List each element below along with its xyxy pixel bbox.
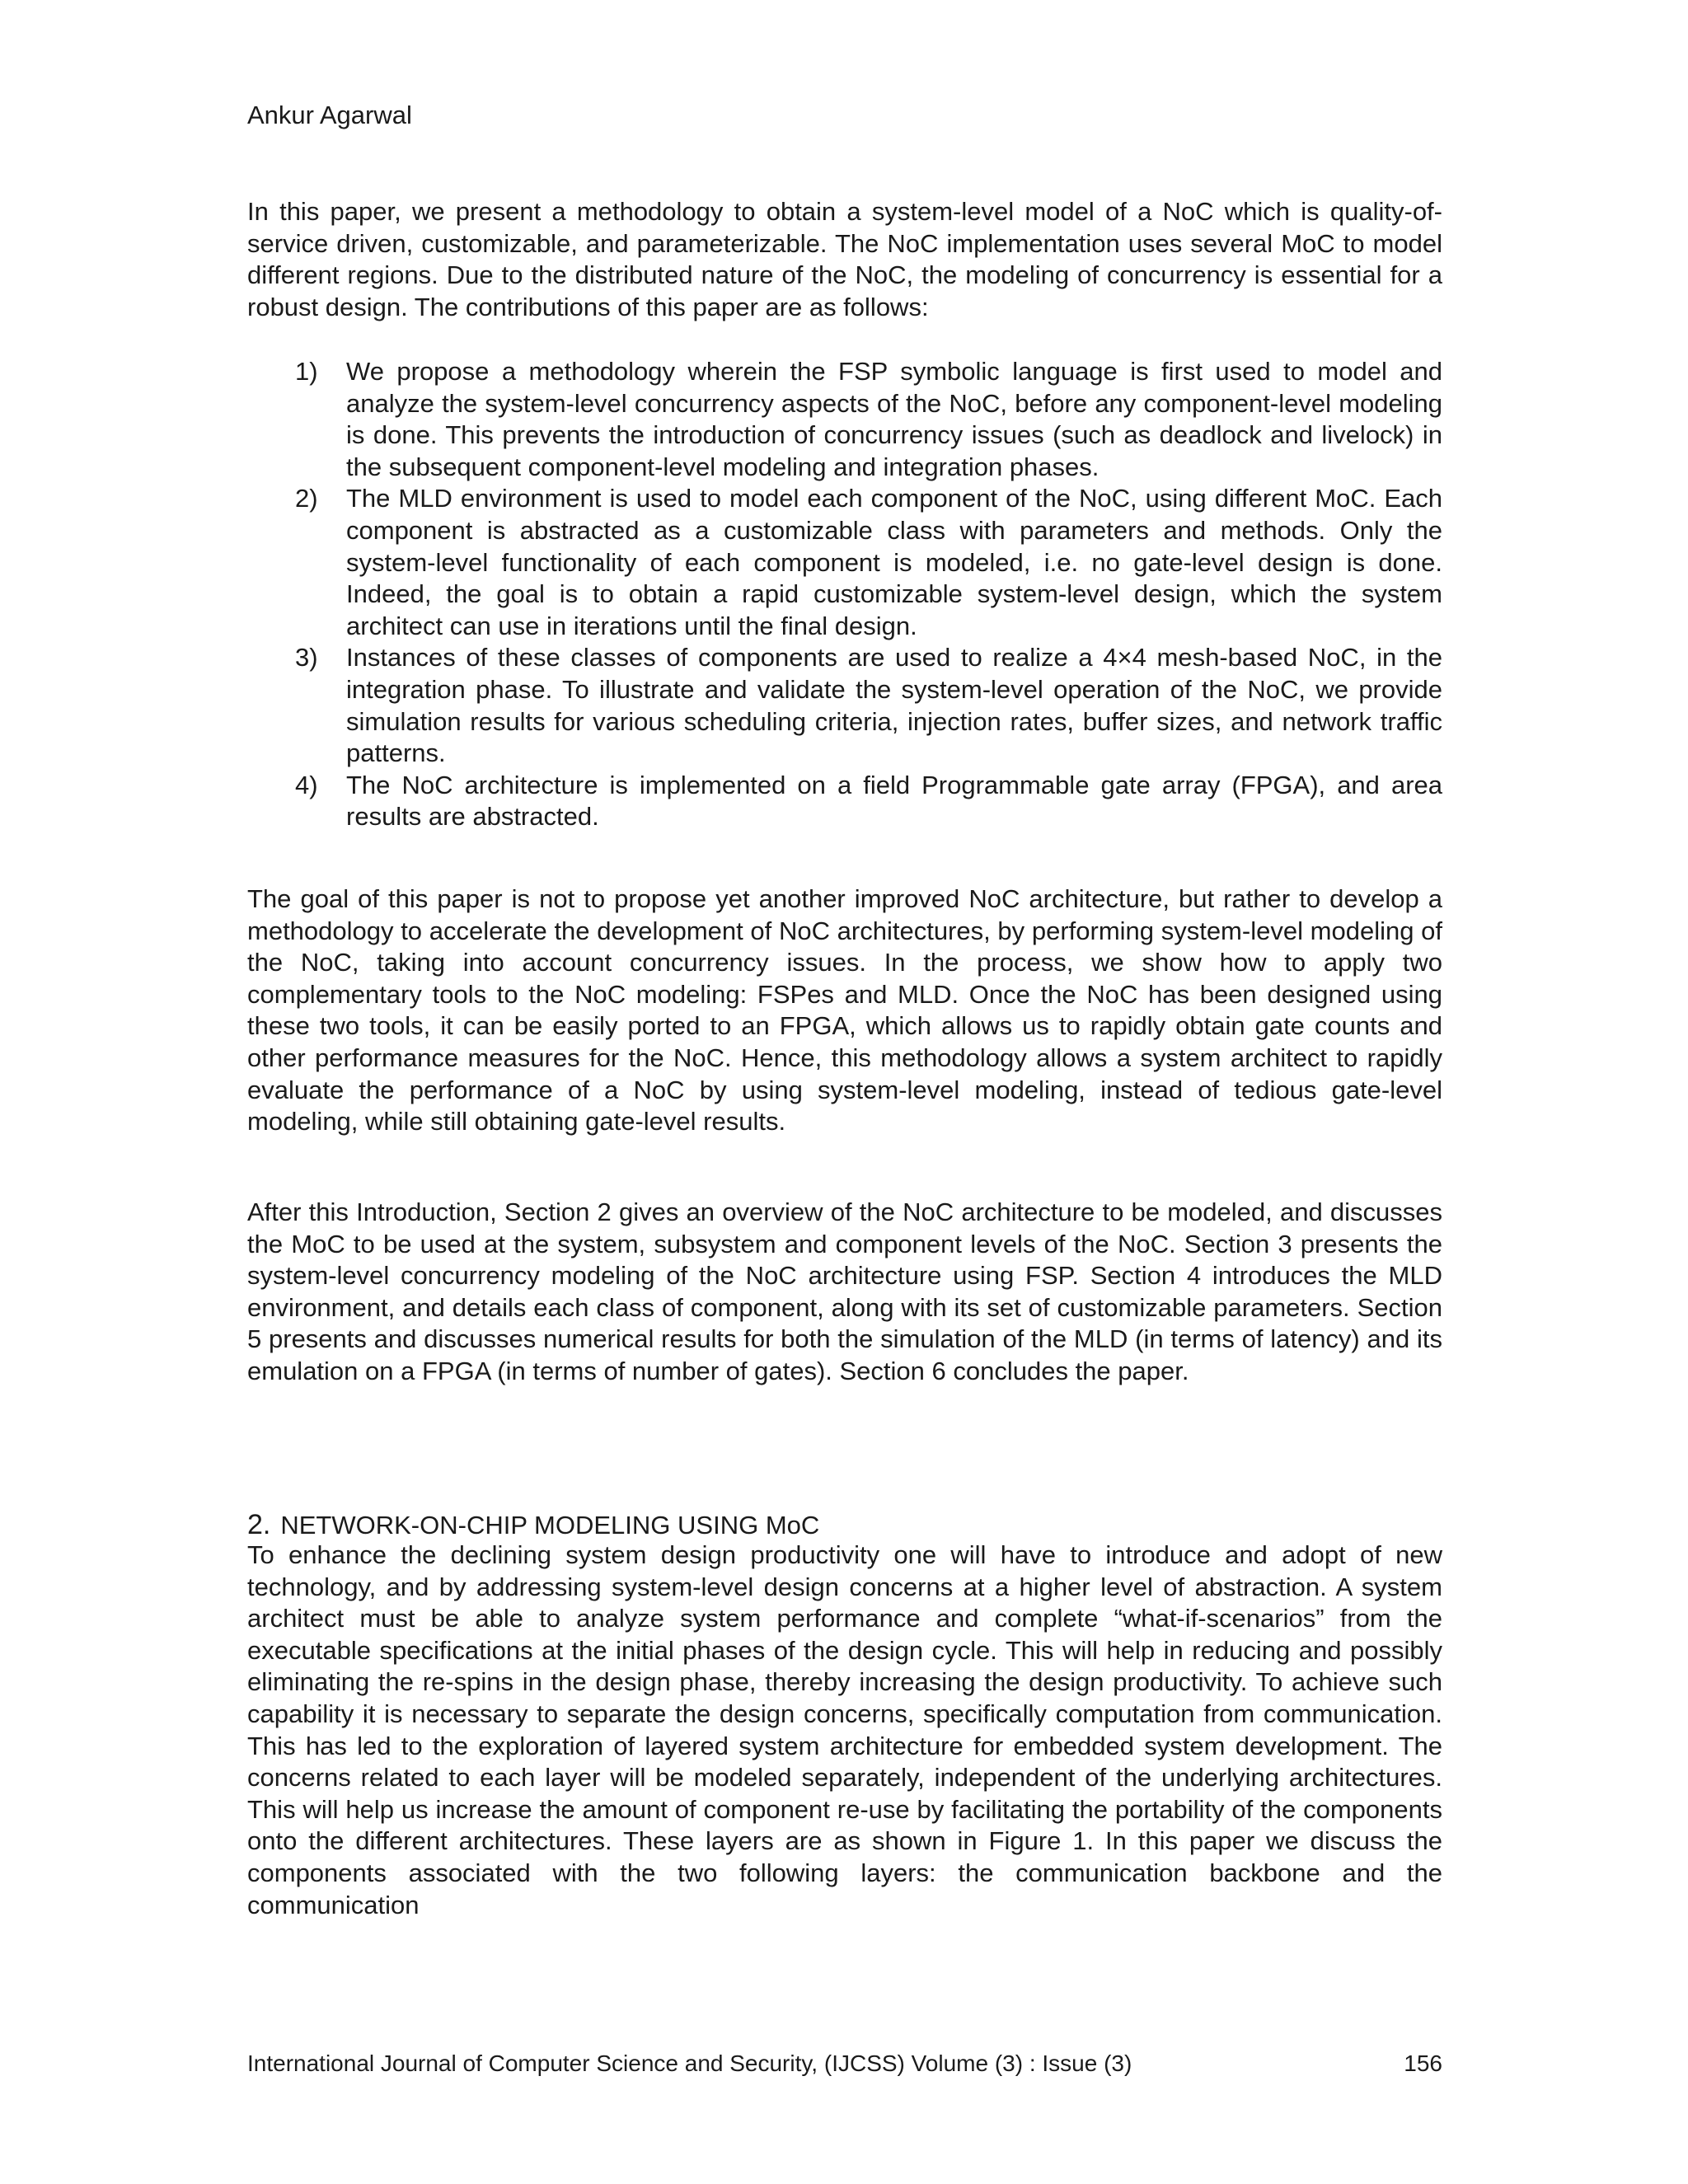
intro-paragraph: In this paper, we present a methodology to obtain a system-level model of a NoC which is quality-of-service driven, customizable, and parameterizable. The NoC implementation uses several MoC to model different regions. Due to the distributed nature of the NoC, the modeling of concurrency is essential for a robust design. The contributions of this paper are as follows: [247, 197, 1442, 321]
section-title: NETWORK-ON-CHIP MODELING USING MoC [280, 1511, 820, 1540]
outline-paragraph: After this Introduction, Section 2 gives an overview of the NoC architecture to be modeled, and discusses the MoC to be used at the system, subsystem and component levels of the NoC. Section 3 presents the system-level concurrency modeling of the NoC architecture using FSP. Section 4 introduces the MLD environment, and details each class of component, along with its set of customizable parameters. Section 5 presents and discusses numerical results for both the simulation of the MLD (in terms of latency) and its emulation on a FPGA (in terms of number of gates). Section 6 concludes the paper. [247, 1197, 1442, 1385]
section-heading [247, 1508, 819, 1542]
section-number: 2. [247, 1509, 271, 1540]
page-footer [247, 2049, 1442, 2079]
contribution-text: We propose a methodology wherein the FSP symbolic language is first used to model and analyze the system-level concurrency aspects of the NoC, before any component-level modeling is done. This prevents the introduction of concurrency issues (such as deadlock and livelock) in the subsequent component-level modeling and integration phases. [346, 357, 1442, 481]
paper-page [247, 0, 1442, 2184]
running-header-author: Ankur Agarwal [247, 101, 412, 129]
footer-page-number: 156 [1404, 2050, 1442, 2076]
contribution-number: 3) [295, 643, 318, 673]
section-paragraph: To enhance the declining system design productivity one will have to introduce and adopt of new technology, and by addressing system-level design concerns at a higher level of abstraction. A system architect must be able to analyze system performance and complete “what-if-scenarios” from the executable specifications at the initial phases of the design cycle. This will help in reducing and possibly eliminating the re-spins in the design phase, thereby increasing the design productivity. To achieve such capability it is necessary to separate the design concerns, specifically computation from communication. This has led to the exploration of layered system architecture for embedded system development. The concerns related to each layer will be modeled separately, independent of the underlying architectures. This will help us increase the amount of component re-use by facilitating the portability of the components onto the different architectures. These layers are as shown in Figure 1. In this paper we discuss the components associated with the two following layers: the communication backbone and the communication [247, 1540, 1442, 1919]
contribution-item [295, 356, 1442, 483]
contribution-text: The MLD environment is used to model each component of the NoC, using different MoC. Each component is abstracted as a customizable class with parameters and methods. Only the system-level functionality of each component is modeled, i.e. no gate-level design is done. Indeed, the goal is to obtain a rapid customizable system-level design, which the system architect can use in iterations until the final design. [346, 484, 1442, 640]
contribution-text: The NoC architecture is implemented on a field Programmable gate array (FPGA), and area results are abstracted. [346, 770, 1442, 832]
footer-journal: International Journal of Computer Science and Security, (IJCSS) Volume (3) : Issue (3) [247, 2050, 1132, 2076]
contributions-list [295, 356, 1442, 833]
contribution-item [295, 770, 1442, 833]
goal-paragraph: The goal of this paper is not to propose yet another improved NoC architecture, but rather to develop a methodology to accelerate the development of NoC architectures, by performing system-level modeling of the NoC, taking into account concurrency issues. In the process, we show how to apply two complementary tools to the NoC modeling: FSPes and MLD. Once the NoC has been designed using these two tools, it can be easily ported to an FPGA, which allows us to rapidly obtain gate counts and other performance measures for the NoC. Hence, this methodology allows a system architect to rapidly evaluate the performance of a NoC by using system-level modeling, instead of tedious gate-level modeling, while still obtaining gate-level results. [247, 884, 1442, 1137]
contribution-text: Instances of these classes of components are used to realize a 4×4 mesh-based NoC, in the integration phase. To illustrate and validate the system-level operation of the NoC, we provide simulation results for various scheduling criteria, injection rates, buffer sizes, and network traffic patterns. [346, 643, 1442, 768]
contribution-item [295, 483, 1442, 642]
contribution-number: 4) [295, 770, 318, 799]
contribution-number: 2) [295, 484, 318, 513]
contribution-item [295, 642, 1442, 769]
contribution-number: 1) [295, 357, 318, 386]
